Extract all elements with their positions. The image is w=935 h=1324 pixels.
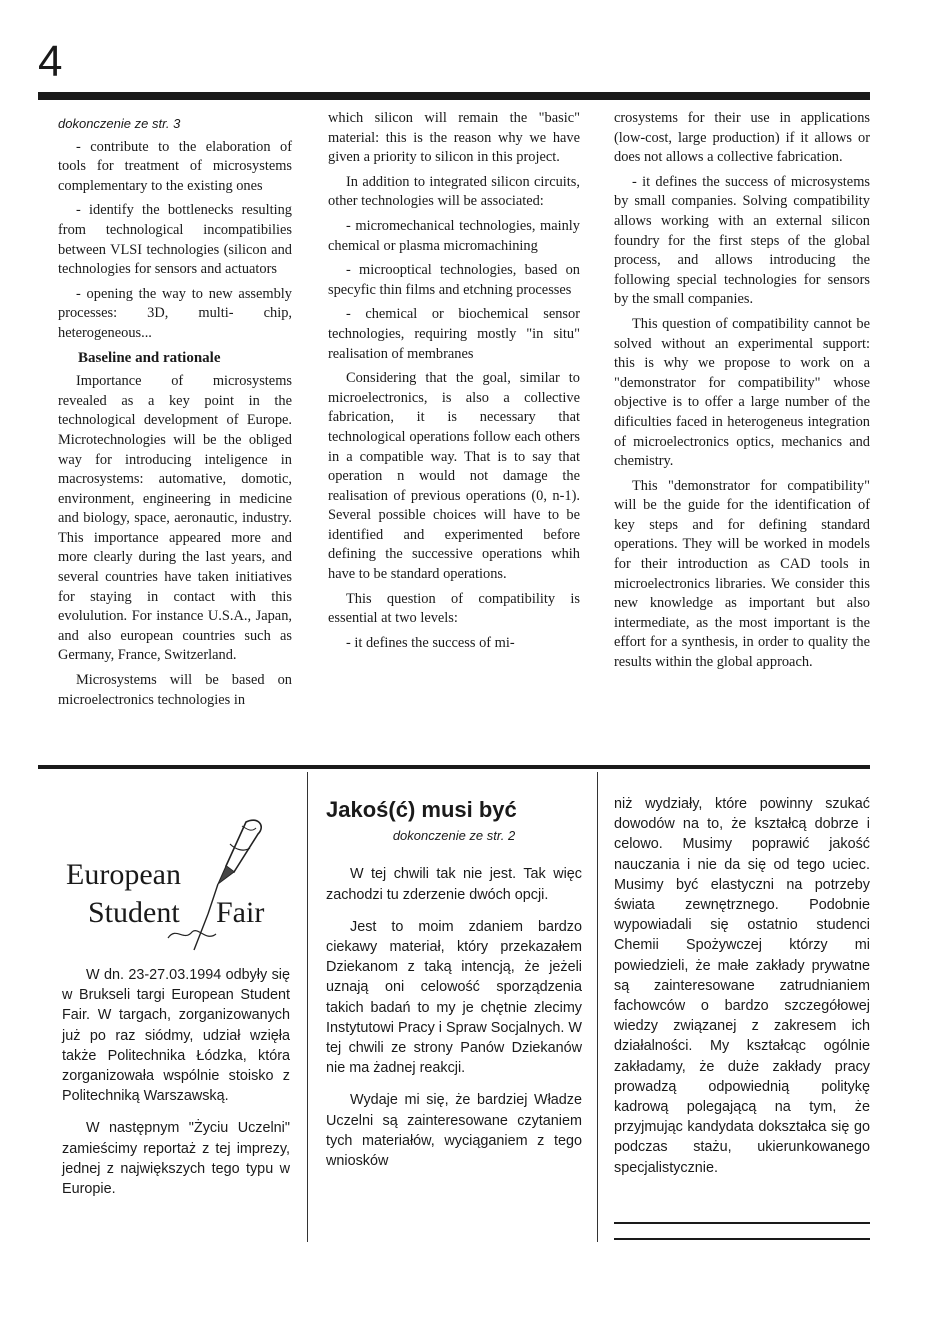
paragraph: - microoptical technologies, based on specyfic thin films and etchning processes xyxy=(328,262,580,298)
continued-note: dokonczenie ze str. 3 xyxy=(58,116,181,131)
paragraph: crosystems for their use in applications (low-cost, large production) if it allows or does not allows a collective fabrication. xyxy=(614,110,870,166)
european-student-fair-logo xyxy=(58,812,278,952)
article-column-1 xyxy=(58,114,292,715)
paragraph: This "demonstrator for compatibility" will be the guide for the identification of key steps and for defining standard operations. They will be worked in models for their introduction as CAD tools in microelectronics libraries. We consider this new knowledge as important but also intermediate, as the most important is the effort for a synthesis, in order to quality the results within the global approach. xyxy=(614,477,870,671)
article-end-rule xyxy=(614,1222,870,1224)
article-headline: Jakoś(ć) musi być xyxy=(326,797,517,822)
paragraph: Considering that the goal, similar to microelectronics, is also a collective fabrication, it is necessary that technological operations follow each others in a compatible way. That is to say that operation n would not damage the realisation of previous operations (0, n-1). Several possible choices will have to be identified and experimented before defining the successive operations whih have to be standard operations. xyxy=(328,370,580,583)
jakosc-article-column-2 xyxy=(614,794,870,1190)
paragraph: W dn. 23-27.03.1994 odbyły się w Brukseli targi European Student Fair. W targach, zorganizowanych już po raz siódmy, udział wzięła także Politechnika Łódzka, która zorganizowała wspólnie stoisko z Politechniką Warszawską. xyxy=(62,967,290,1105)
paragraph: - it defines the success of mi- xyxy=(346,634,515,651)
paragraph: Microsystems will be based on microelectronics technologies in xyxy=(58,672,292,708)
paragraph: which silicon will remain the "basic" material: this is the reason why we have given a priority to silicon in this project. xyxy=(328,110,580,166)
paragraph: This question of compatibility cannot be solved without an experimental support: this is why we propose to work on a "demonstrator for compatibility" whose objective is to offer a large number of the dificulties faced in heterogeneus integration of microelectronics optics, mechanics and chemistry. xyxy=(614,315,870,470)
section-rule xyxy=(38,765,870,769)
continued-note: dokonczenie ze str. 2 xyxy=(392,828,516,844)
article-end-rule xyxy=(614,1238,870,1240)
logo-text-fair: Fair xyxy=(216,896,265,929)
paragraph: W następnym "Życiu Uczelni" zamieścimy reportaż z tej imprezy, jednej z największych tego typu w Europie. xyxy=(62,1120,290,1198)
paragraph: Jest to moim zdaniem bardzo ciekawy materiał, który przekazałem Dziekanom z taką intencją, że jeżeli uznają oni celowość sporządzenia takich badań to my je chętnie zlecimy Instytutowi Pracy i Spraw Socjalnych. W tej chwili ze strony Panów Dziekanów nie ma żadnej reakcji. xyxy=(326,918,582,1077)
logo-text-european: European xyxy=(66,858,181,891)
paragraph: - micromechanical technologies, mainly chemical or plasma micromachining xyxy=(328,217,580,254)
paragraph: niż wydziały, które powinny szukać dowodów na to, że kształcą dobrze i celowo. Musimy poprawić jakość nauczania i nie da się od tego uciec. Musimy być elastyczni na potrzeby świata zewnętrznego. Podobnie wypowiadali się ostatnio studenci Chemii Spożywczej którzy mi powiedzieli, że małe zakłady prywatne są zainteresowane zatrudnianiem fachowców o bardzo szczegółowej wiedzy związanej z zakresem ich działalności. My kształcąc ogólnie zakładamy, że duże zakłady pracy prowadzą odpowiednią politykę kadrową polegającą na tym, że przyjmując kandydata dokształca się go podczas stażu, ukierunkowanego specjalistycznie. xyxy=(614,796,870,1176)
paragraph: Wydaje mi się, że bardziej Władze Uczelni są zainteresowane czytaniem tych materiałów, wyciąganiem z tego wniosków xyxy=(326,1092,582,1170)
logo-text-student: Student xyxy=(88,896,180,929)
paragraph: This question of compatibility is essential at two levels: xyxy=(328,590,580,627)
page-number: 4 xyxy=(38,37,63,86)
column-divider xyxy=(307,772,308,1242)
jakosc-article-column-1 xyxy=(326,797,582,1183)
paragraph: - contribute to the elaboration of tools for treatment of microsystems complementary to the existing ones xyxy=(58,138,292,194)
article-column-2 xyxy=(328,109,580,658)
article-column-3 xyxy=(614,109,870,678)
section-heading: Baseline and rationale xyxy=(78,349,221,366)
paragraph: - it defines the success of microsystems by small companies. Solving compatibility allows working with an external silicon foundry for the first steps of the global process, and allows introducing the following special technologies for sensors by the small companies. xyxy=(614,173,870,308)
paragraph: W tej chwili tak nie jest. Tak więc zachodzi tu zderzenie dwóch opcji. xyxy=(326,866,582,903)
header-rule xyxy=(38,92,870,100)
paragraph: - identify the bottlenecks resulting from technological incompatibilies between VLSI technologies (silicon and technologies for sensors and actuators xyxy=(58,202,292,278)
paragraph: In addition to integrated silicon circuits, other technologies will be associated: xyxy=(328,173,580,210)
column-divider xyxy=(597,772,598,1242)
paragraph: Importance of microsystems revealed as a key point in the technological development of Europe. Microtechnologies will be the obliged way for introducing inteligence in macrosystems: automative, domotic, environment, engineering in medicine and biology, space, aeronautic, industry. This importance appeared more and more clearly during the last years, and several countries have taken initiatives for staying in contact with this evolulution. For instance U.S.A., Japan, and also european countries such as Germany, France, Switzerland. xyxy=(58,373,292,664)
paragraph: - opening the way to new assembly processes: 3D, multi- chip, heterogeneous... xyxy=(58,285,292,341)
fair-article xyxy=(62,965,290,1211)
paragraph: - chemical or biochemical sensor technologies, requiring mostly "in situ" realisation of membranes xyxy=(328,306,580,362)
